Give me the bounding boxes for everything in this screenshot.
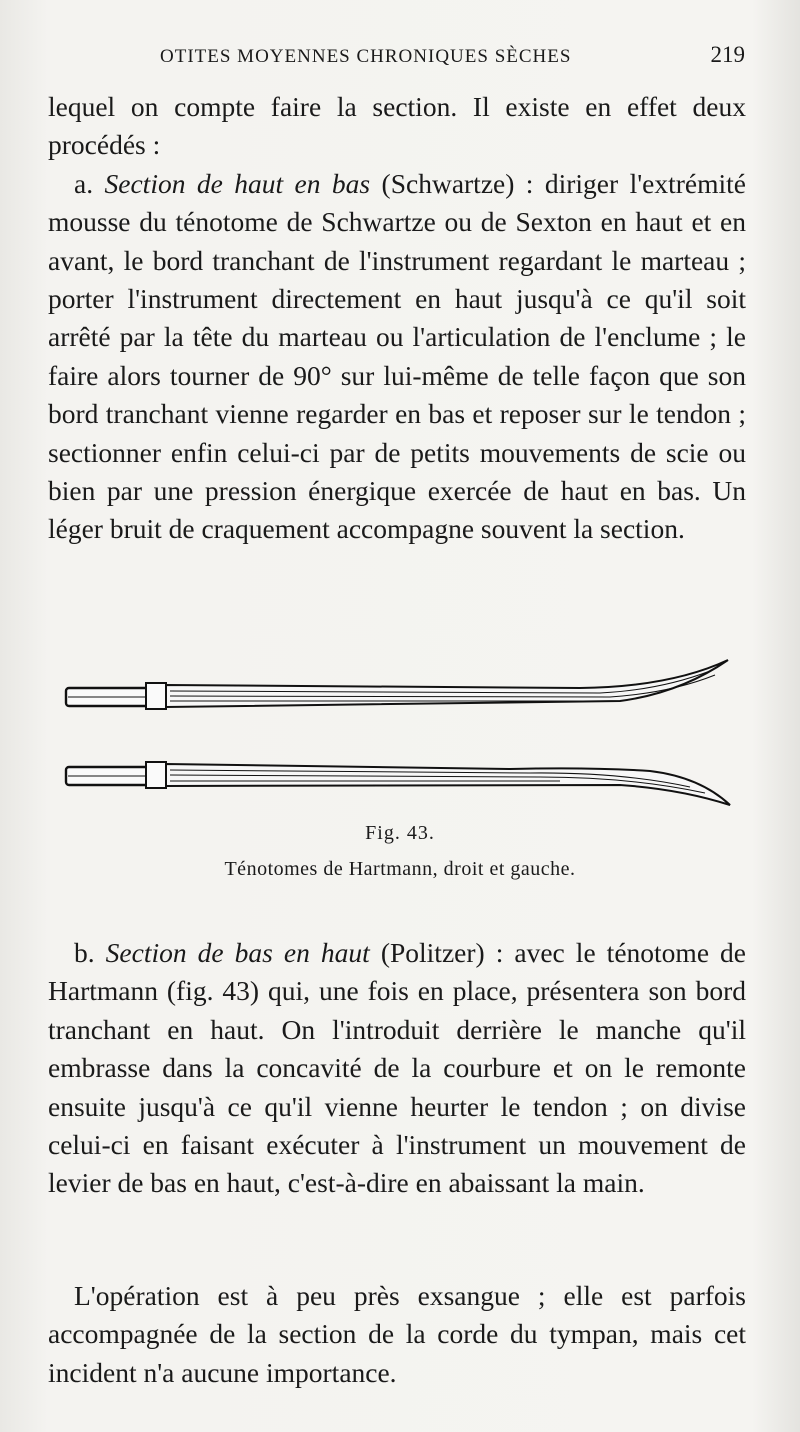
paragraph-intro-text: lequel on compte faire la section. Il existe en effet deux procédés : <box>48 91 746 161</box>
text-block-top <box>48 88 746 549</box>
section-a-title: Section de haut en bas <box>104 167 371 199</box>
paragraph-conclusion <box>48 1277 746 1392</box>
section-b-title: Section de bas en haut <box>105 937 370 968</box>
paragraph-intro <box>48 88 746 165</box>
tenotome-left-illustration <box>66 762 730 805</box>
tenotome-figure <box>60 655 740 815</box>
figure-number: Fig. 43. <box>365 822 435 844</box>
paragraph-section-a <box>48 165 746 549</box>
section-a-text: (Schwartze) : diriger l'extrémité mousse du ténotome de Schwartze ou de Sexton en haut et en avant, le bord tranchant de l'instrument regardant le marteau ; porter l'instrument directement en haut jusqu'à ce qu'il soit arrêté par la tête du marteau ou l'articulation de l'enclume ; le faire alors tourner de 90° sur lui-même de telle façon que son bord tranchant vienne regarder en bas et reposer sur le tendon ; sectionner enfin celui-ci par de petits mouvements de scie ou bien par une pression énergique exercée de haut en bas. Un léger bruit de craquement accompagne souvent la section. <box>48 167 747 545</box>
tenotome-right-illustration <box>66 660 728 709</box>
section-b-label: b. <box>74 937 95 968</box>
conclusion-text: L'opération est à peu près exsangue ; elle est parfois accompagnée de la section de la corde du tympan, mais cet incident n'a aucune importance. <box>48 1280 746 1388</box>
page-number: 219 <box>710 42 745 67</box>
paragraph-section-b <box>48 934 746 1203</box>
running-header <box>160 42 745 72</box>
running-title: OTITES MOYENNES CHRONIQUES SÈCHES <box>160 46 572 67</box>
section-b-text: (Politzer) : avec le ténotome de Hartmann (fig. 43) qui, une fois en place, présentera son bord tranchant en haut. On l'introduit derrière le manche qu'il embrasse dans la concavité de la courbure et on le remonte ensuite jusqu'à ce qu'il vienne heurter le tendon ; on divise celui-ci en faisant exécuter à l'instrument un mouvement de levier de bas en haut, c'est-à-dire en abaissant la main. <box>48 937 747 1199</box>
figure-caption: Ténotomes de Hartmann, droit et gauche. <box>224 858 576 880</box>
section-a-label: a. <box>74 167 94 199</box>
